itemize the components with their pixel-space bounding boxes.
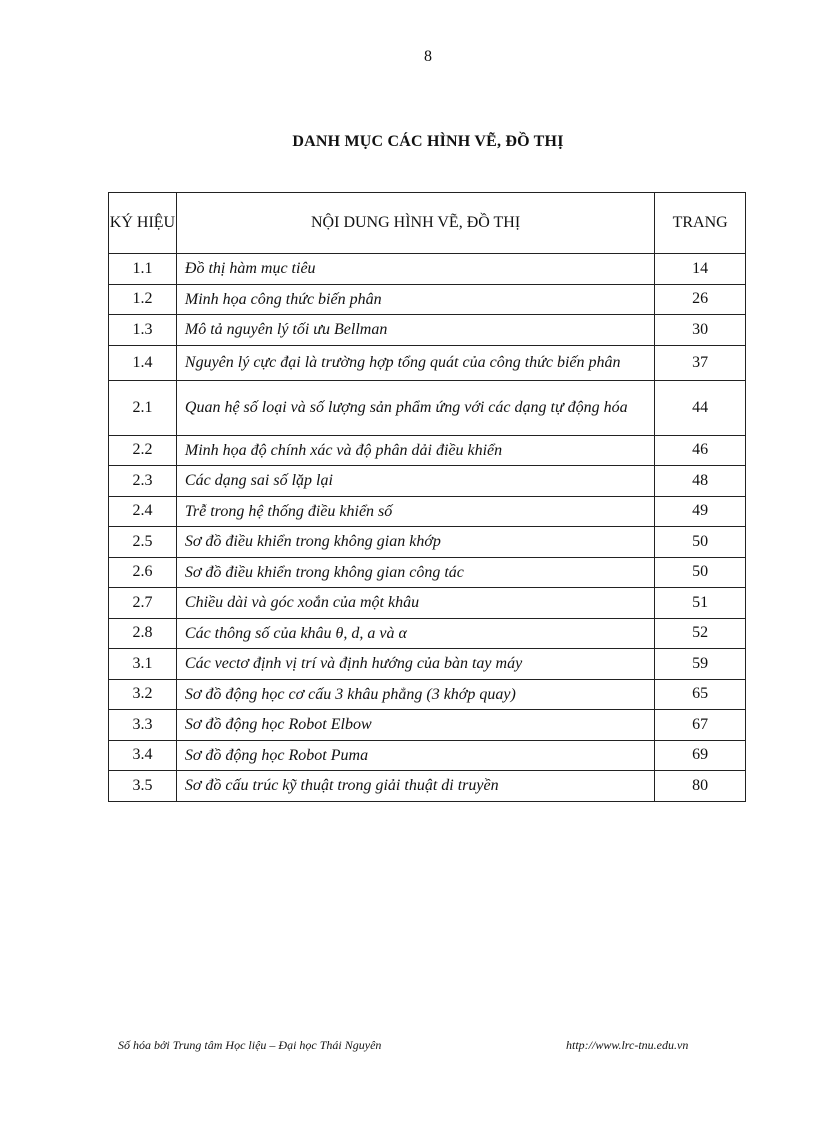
figure-code: 1.2 xyxy=(109,284,177,315)
figure-page: 69 xyxy=(655,740,746,771)
figure-code: 2.1 xyxy=(109,380,177,435)
figure-page: 52 xyxy=(655,618,746,649)
table-row xyxy=(109,284,746,315)
table-row xyxy=(109,254,746,285)
table-row xyxy=(109,345,746,380)
figure-page: 65 xyxy=(655,679,746,710)
figure-page: 46 xyxy=(655,435,746,466)
figure-code: 2.4 xyxy=(109,496,177,527)
table-row xyxy=(109,496,746,527)
figure-page: 50 xyxy=(655,527,746,558)
footer-url: http://www.lrc-tnu.edu.vn xyxy=(566,1038,689,1052)
figure-page: 44 xyxy=(655,380,746,435)
figure-page: 67 xyxy=(655,710,746,741)
figure-code: 1.3 xyxy=(109,315,177,346)
figure-code: 2.6 xyxy=(109,557,177,588)
figure-description: Sơ đồ động học cơ cấu 3 khâu phẳng (3 khớp quay) xyxy=(176,679,654,710)
figure-code: 3.2 xyxy=(109,679,177,710)
figure-code: 3.5 xyxy=(109,771,177,802)
figure-code: 2.3 xyxy=(109,466,177,497)
figure-description: Sơ đồ điều khiển trong không gian khớp xyxy=(176,527,654,558)
table-row xyxy=(109,315,746,346)
header-page: TRANG xyxy=(655,193,746,254)
figure-description: Các vectơ định vị trí và định hướng của bàn tay máy xyxy=(176,649,654,680)
figure-page: 80 xyxy=(655,771,746,802)
figure-description: Đồ thị hàm mục tiêu xyxy=(176,254,654,285)
figure-code: 1.4 xyxy=(109,345,177,380)
figure-description: Sơ đồ điều khiển trong không gian công tác xyxy=(176,557,654,588)
table-row xyxy=(109,771,746,802)
figure-page: 48 xyxy=(655,466,746,497)
table-row xyxy=(109,679,746,710)
footer-credit: Số hóa bởi Trung tâm Học liệu – Đại học Thái Nguyên xyxy=(118,1038,382,1052)
figure-page: 59 xyxy=(655,649,746,680)
figure-description: Minh họa công thức biến phân xyxy=(176,284,654,315)
figure-description: Quan hệ số loại và số lượng sản phẩm ứng với các dạng tự động hóa xyxy=(176,380,654,435)
figure-description: Sơ đồ cấu trúc kỹ thuật trong giải thuật di truyền xyxy=(176,771,654,802)
figure-page: 26 xyxy=(655,284,746,315)
table-row xyxy=(109,588,746,619)
figure-page: 51 xyxy=(655,588,746,619)
table-row xyxy=(109,649,746,680)
figure-description: Sơ đồ động học Robot Puma xyxy=(176,740,654,771)
figure-code: 2.7 xyxy=(109,588,177,619)
header-code: KÝ HIỆU xyxy=(109,193,177,254)
figure-page: 14 xyxy=(655,254,746,285)
figure-page: 50 xyxy=(655,557,746,588)
table-body xyxy=(109,254,746,802)
figure-page: 37 xyxy=(655,345,746,380)
figure-description: Các dạng sai số lặp lại xyxy=(176,466,654,497)
figure-description: Các thông số của khâu θ, d, a và α xyxy=(176,618,654,649)
table-row xyxy=(109,435,746,466)
page-title: DANH MỤC CÁC HÌNH VẼ, ĐỒ THỊ xyxy=(292,133,564,150)
figure-code: 2.8 xyxy=(109,618,177,649)
figure-page: 49 xyxy=(655,496,746,527)
figure-page: 30 xyxy=(655,315,746,346)
page-number: 8 xyxy=(424,48,432,65)
figure-description: Sơ đồ động học Robot Elbow xyxy=(176,710,654,741)
figure-description: Minh họa độ chính xác và độ phân dải điều khiển xyxy=(176,435,654,466)
figure-code: 1.1 xyxy=(109,254,177,285)
table-row xyxy=(109,557,746,588)
table-row xyxy=(109,710,746,741)
table-row xyxy=(109,527,746,558)
figure-code: 2.2 xyxy=(109,435,177,466)
table-header-row xyxy=(109,193,746,254)
figure-code: 3.1 xyxy=(109,649,177,680)
table-row xyxy=(109,466,746,497)
figure-code: 2.5 xyxy=(109,527,177,558)
figure-list-table xyxy=(108,192,746,802)
figure-code: 3.4 xyxy=(109,740,177,771)
figure-code: 3.3 xyxy=(109,710,177,741)
table-row xyxy=(109,380,746,435)
header-description: NỘI DUNG HÌNH VẼ, ĐỒ THỊ xyxy=(176,193,654,254)
table-row xyxy=(109,618,746,649)
figure-description: Nguyên lý cực đại là trường hợp tổng quát của công thức biến phân xyxy=(176,345,654,380)
figure-description: Trễ trong hệ thống điều khiển số xyxy=(176,496,654,527)
figure-description: Chiều dài và góc xoắn của một khâu xyxy=(176,588,654,619)
table-row xyxy=(109,740,746,771)
figure-description: Mô tả nguyên lý tối ưu Bellman xyxy=(176,315,654,346)
